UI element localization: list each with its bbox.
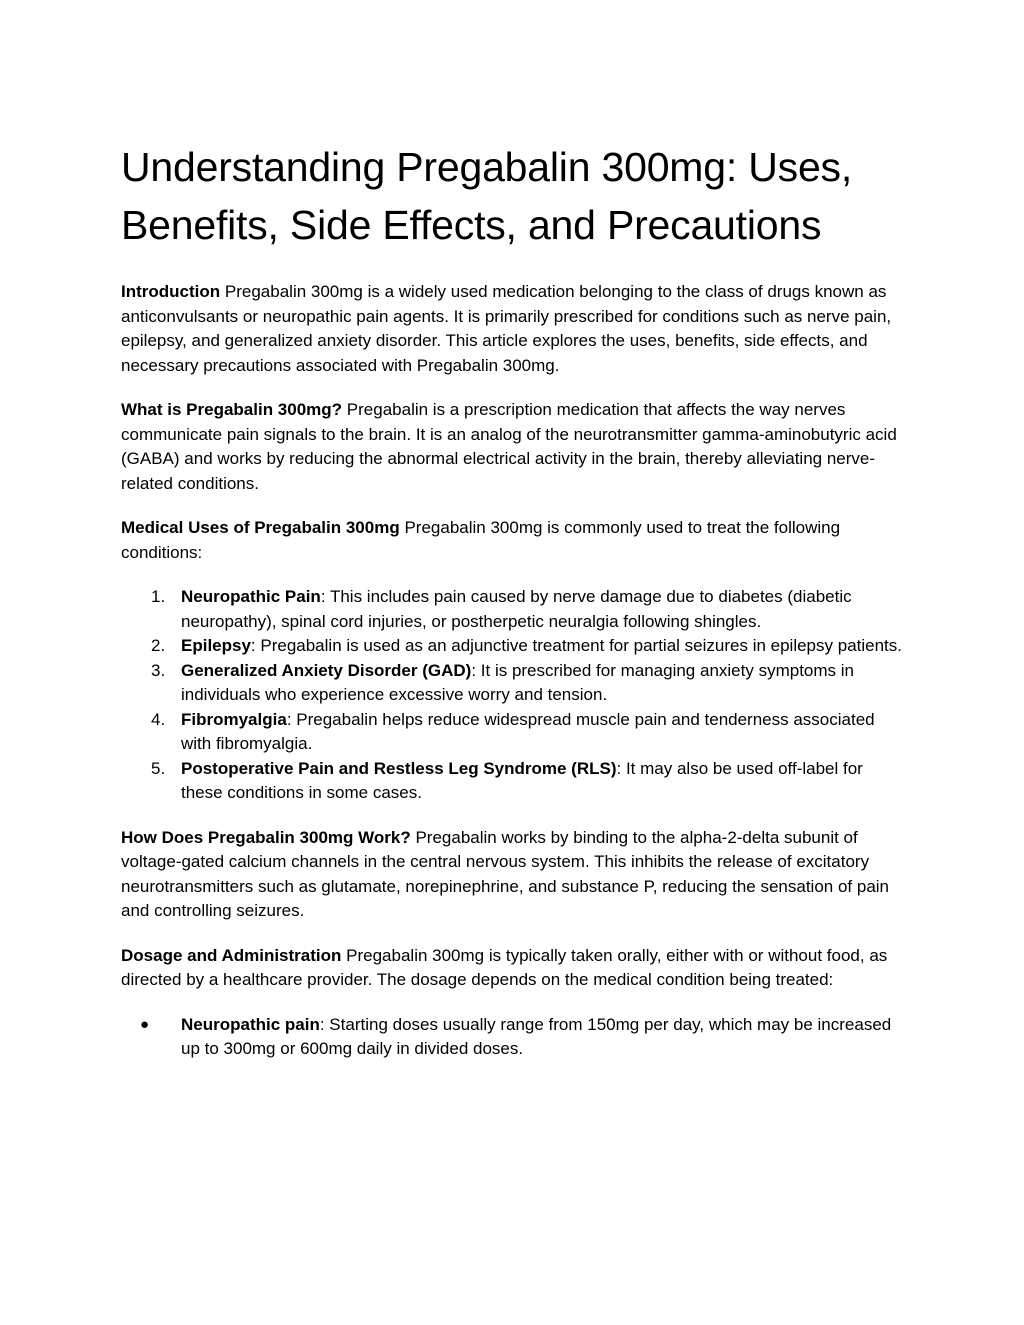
dosage-paragraph [121,944,906,993]
list-item-term: Postoperative Pain and Restless Leg Syndrome (RLS) [181,758,617,778]
intro-heading: Introduction [121,282,221,301]
list-item-term: Fibromyalgia [181,709,287,729]
list-item-text: : Starting doses usually range from 150mg per day, which may be increased up to 300mg or 600mg daily in divided doses. [181,1014,892,1058]
list-number: 1. [151,587,166,606]
list-item [121,634,906,659]
intro-text: Pregabalin 300mg is a widely used medication belonging to the class of drugs known as anticonvulsants or neuropathic pain agents. It is primarily prescribed for conditions such as nerve pain, epilepsy, and generalized anxiety disorder. This article explores the uses, benefits, side effects, and necessary precautions associated with Pregabalin 300mg. [121,282,892,375]
list-item [121,659,906,708]
list-number: 5. [151,758,166,778]
list-item-text: : It is prescribed for managing anxiety symptoms in individuals who experience excessive worry and tension. [181,660,854,704]
how-works-paragraph [121,826,906,924]
dosage-text: Pregabalin 300mg is typically taken orally, either with or without food, as directed by a healthcare provider. The dosage depends on the medical condition being treated: [121,945,888,989]
list-item [121,708,906,757]
intro-paragraph [121,280,906,378]
list-item [121,585,906,634]
list-number: 3. [151,660,166,680]
list-item-term: Generalized Anxiety Disorder (GAD) [181,660,472,680]
what-is-heading: What is Pregabalin 300mg? [121,400,343,419]
list-number: 4. [151,709,166,729]
medical-uses-text: Pregabalin 300mg is commonly used to treat the following conditions: [121,518,841,562]
medical-uses-list [121,585,906,806]
what-is-paragraph [121,398,906,496]
list-item-term: Neuropathic Pain [181,587,321,606]
list-item-text: : This includes pain caused by nerve damage due to diabetes (diabetic neuropathy), spinal cord injuries, or postherpetic neuralgia following shingles. [181,587,852,631]
what-is-text: Pregabalin is a prescription medication that affects the way nerves communicate pain signals to the brain. It is an analog of the neurotransmitter gamma-aminobutyric acid (GABA) and works by reducing the abnormal electrical activity in the brain, thereby alleviating nerve-related conditions. [121,400,897,493]
list-item-term: Neuropathic pain [181,1014,320,1034]
medical-uses-paragraph [121,516,906,565]
how-works-text: Pregabalin works by binding to the alpha-2-delta subunit of voltage-gated calcium channels in the central nervous system. This inhibits the release of excitatory neurotransmitters such as glutamate, norepinephrine, and substance P, reducing the sensation of pain and controlling seizures. [121,827,890,920]
list-number: 2. [151,636,166,655]
bullet-icon: ● [140,1015,150,1033]
dosage-list [121,1013,906,1062]
document-title: Understanding Pregabalin 300mg: Uses, Benefits, Side Effects, and Precautions [121,144,853,248]
medical-uses-heading: Medical Uses of Pregabalin 300mg [121,518,400,537]
list-item-text: : It may also be used off-label for these conditions in some cases. [181,758,863,802]
how-works-heading: How Does Pregabalin 300mg Work? [121,827,411,847]
list-item-text: : Pregabalin is used as an adjunctive treatment for partial seizures in epilepsy patients. [250,636,903,655]
dosage-heading: Dosage and Administration [121,945,342,965]
list-item [121,757,906,806]
list-item-text: : Pregabalin helps reduce widespread muscle pain and tenderness associated with fibromyalgia. [181,709,875,753]
document-page [121,138,906,1062]
list-item [121,1013,906,1062]
list-item-term: Epilepsy [181,636,251,655]
